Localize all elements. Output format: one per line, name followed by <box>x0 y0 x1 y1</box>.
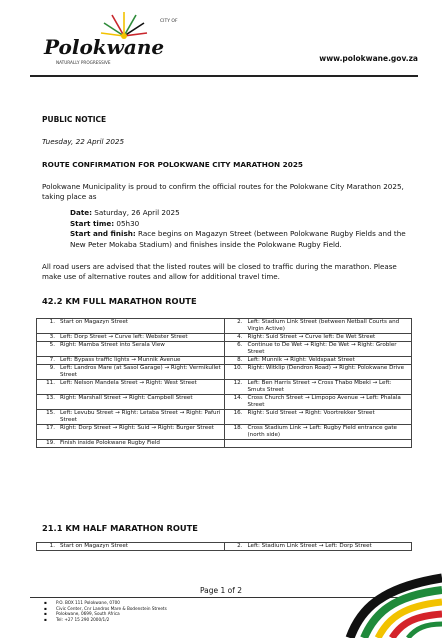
route-row <box>37 440 412 448</box>
page-number: Page 1 of 2 <box>199 586 243 595</box>
route-step-number: 13. <box>37 395 59 410</box>
route-row <box>37 342 412 357</box>
route-step-number: 7. <box>37 357 59 365</box>
route-row <box>37 365 412 380</box>
logo-tagline: NATURALLY PROGRESSIVE <box>56 60 111 65</box>
route-step-number: 2. <box>224 319 246 334</box>
route-row <box>37 410 412 425</box>
event-time-label: Start time: <box>70 218 115 228</box>
logo-small-text: CITY OF <box>160 19 178 24</box>
route-step-number: 14. <box>224 395 246 410</box>
route-step-number: 1. <box>37 319 59 334</box>
notice-date: Tuesday, 22 April 2025 <box>42 137 125 146</box>
full-marathon-route-table <box>36 318 412 448</box>
polokwane-logo <box>40 6 190 72</box>
route-step-number: 2. <box>224 543 246 551</box>
route-step-number: 11. <box>37 380 59 395</box>
route-step-text: Left: Landros Mare (at Sasol Garage) → Right: Vermikullet Street <box>58 365 224 380</box>
route-step-text: Left: Stadium Link Street → Left: Dorp Street <box>246 543 412 551</box>
route-row <box>37 395 412 410</box>
route-row <box>37 380 412 395</box>
route-step-number <box>224 440 246 448</box>
route-row <box>37 334 412 342</box>
logo-wordmark: Polokwane <box>44 35 165 59</box>
route-step-text: Right: Witklip (Dendron Road) → Right: Polokwane Drive <box>246 365 412 380</box>
event-startfinish-label: Start and finish: <box>70 229 136 238</box>
event-startfinish-line <box>70 229 415 250</box>
event-startfinish-value: Race begins on Magazyn Street (between Polokwane Rugby Fields and the New Peter Mokaba Stadium) and finishes inside the Polokwane Rugby Field. <box>70 229 406 249</box>
route-step-text: Start on Magazyn Street <box>58 319 224 334</box>
route-step-number: 4. <box>224 334 246 342</box>
route-step-text: Right: Suid Street → Curve left: De Wet Street <box>246 334 412 342</box>
route-step-number: 9. <box>37 365 59 380</box>
route-step-number: 8. <box>224 357 246 365</box>
notice-subject: ROUTE CONFIRMATION FOR POLOKWANE CITY MARATHON 2025 <box>42 160 303 169</box>
route-step-text: Continue to De Wet → Right: De Wet → Right: Grobler Street <box>246 342 412 357</box>
route-step-text: Left: Levubu Street → Right: Letaba Street → Right: Pafuri Street <box>58 410 224 425</box>
notice-title: PUBLIC NOTICE <box>42 115 107 124</box>
event-date-line <box>70 208 415 219</box>
half-marathon-route-table <box>36 542 412 551</box>
route-step-text: Right: Marshall Street → Right: Campbell Street <box>58 395 224 410</box>
route-step-text: Cross Stadium Link → Left: Rugby Field entrance gate (north side) <box>246 425 412 440</box>
route-step-number: 12. <box>224 380 246 395</box>
route-step-number: 10. <box>224 365 246 380</box>
footer-contact-list <box>56 600 167 622</box>
corner-flag-stripes-icon <box>330 560 442 638</box>
full-marathon-heading: 42.2 KM FULL MARATHON ROUTE <box>42 296 197 306</box>
route-step-number: 15. <box>37 410 59 425</box>
route-step-number: 18. <box>224 425 246 440</box>
route-step-number: 17. <box>37 425 59 440</box>
event-details <box>70 208 415 250</box>
route-row <box>37 319 412 334</box>
route-step-number: 19. <box>37 440 59 448</box>
route-step-text: Left: Munnik → Right: Veldspaat Street <box>246 357 412 365</box>
route-step-text: Right: Dorp Street → Right: Suid → Right: Burger Street <box>58 425 224 440</box>
half-marathon-heading: 21.1 KM HALF MARATHON ROUTE <box>42 523 198 533</box>
footer-address-line: ▪ Polokwane, 0699, South Africa <box>56 611 167 617</box>
route-step-text: Cross Church Street → Limpopo Avenue → Left: Phalala Street <box>246 395 412 410</box>
route-row <box>37 357 412 365</box>
route-step-text: Right: Mamba Street into Serala View <box>58 342 224 357</box>
header-divider <box>30 75 418 77</box>
route-step-text: Left: Stadium Link Street (between Netball Courts and Virgin Active) <box>246 319 412 334</box>
route-step-number: 1. <box>37 543 59 551</box>
footer-phone-line[interactable]: ▪ Tel: +27 15 290 2000/1/2 <box>56 617 167 623</box>
route-step-number: 6. <box>224 342 246 357</box>
footer-address-line: ▪ P.O. BOX 111 Polokwane, 0700 <box>56 600 167 606</box>
route-step-text: Left: Ben Harris Street → Cross Thabo Mbeki → Left: Smuts Street <box>246 380 412 395</box>
route-row <box>37 425 412 440</box>
route-step-text: Left: Dorp Street → Curve left: Webster Street <box>58 334 224 342</box>
route-step-text <box>246 440 412 448</box>
event-time-line <box>70 219 415 230</box>
event-date-value: Saturday, 26 April 2025 <box>92 208 180 217</box>
route-step-number: 3. <box>37 334 59 342</box>
event-time-value: 05h30 <box>114 218 140 228</box>
route-step-number: 16. <box>224 410 246 425</box>
route-step-text: Start on Magazyn Street <box>58 543 224 551</box>
route-step-text: Left: Nelson Mandela Street → Right: West Street <box>58 380 224 395</box>
route-step-text: Left: Bypass traffic lights → Munnik Avenue <box>58 357 224 365</box>
route-step-text: Finish inside Polokwane Rugby Field <box>58 440 224 448</box>
intro-paragraph: Polokwane Municipality is proud to confirm the official routes for the Polokwane City Marathon 2025, taking place as <box>42 182 404 201</box>
footer-address-line: ▪ Civic Center, Cnr Landros Mare & Bodenstein Streets <box>56 606 167 612</box>
website-url[interactable]: www.polokwane.gov.za <box>319 54 418 63</box>
route-step-text: Right: Suid Street → Right: Voortrekker Street <box>246 410 412 425</box>
route-step-number: 5. <box>37 342 59 357</box>
route-row <box>37 543 412 551</box>
advisory-paragraph: All road users are advised that the listed routes will be closed to traffic during the marathon. Please make use of alternative routes and allow for additional travel time. <box>42 262 397 281</box>
event-date-label: Date: <box>70 208 93 217</box>
